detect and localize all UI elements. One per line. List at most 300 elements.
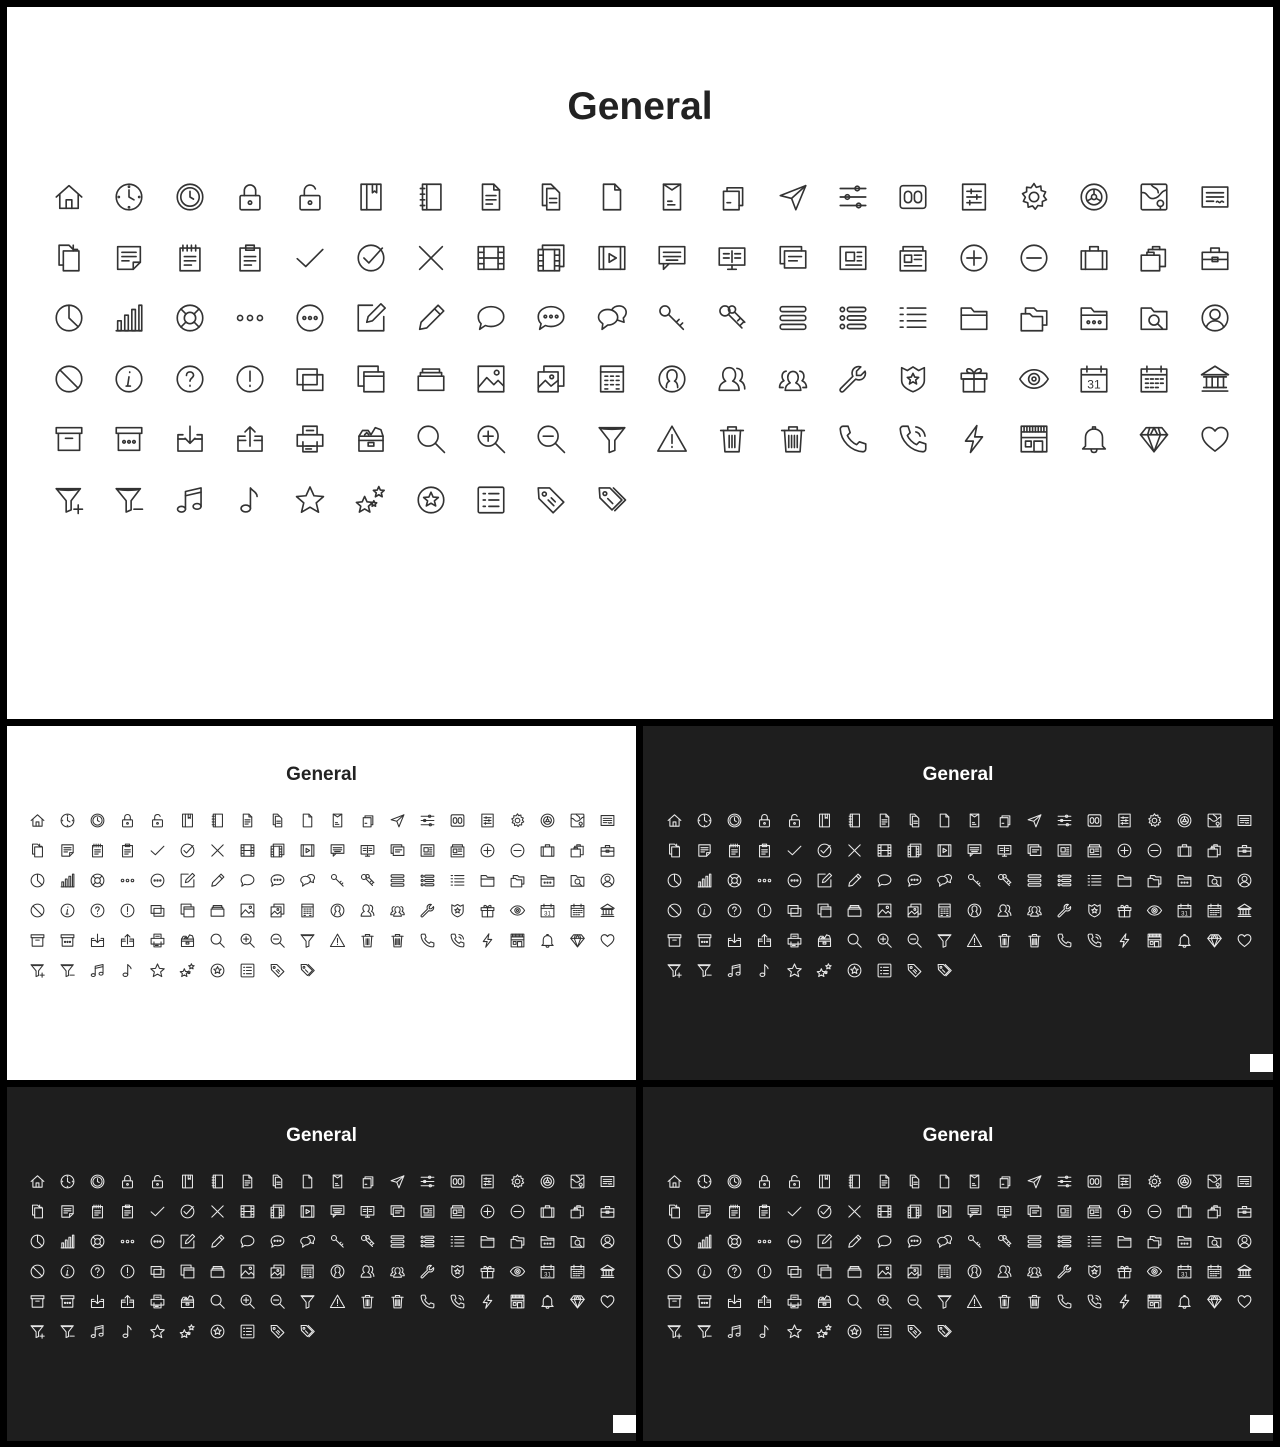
store-icon bbox=[509, 1293, 526, 1310]
gear-icon bbox=[1146, 812, 1163, 829]
conversation-icon bbox=[595, 301, 629, 335]
calendar-day-icon bbox=[1176, 1263, 1193, 1280]
film-stack-icon bbox=[906, 1203, 923, 1220]
funnel-plus-icon bbox=[29, 962, 46, 979]
question-icon bbox=[89, 902, 106, 919]
book-icon bbox=[816, 1173, 833, 1190]
newspaper-icon bbox=[836, 241, 870, 275]
checklist-icon bbox=[876, 962, 893, 979]
home-icon bbox=[52, 180, 86, 214]
watch-icon bbox=[726, 812, 743, 829]
ellipsis-circle-icon bbox=[293, 301, 327, 335]
user-duo-icon bbox=[996, 902, 1013, 919]
home-icon bbox=[666, 1173, 683, 1190]
copy-icon bbox=[359, 1173, 376, 1190]
warning-icon bbox=[966, 932, 983, 949]
home-icon bbox=[29, 812, 46, 829]
clock-icon bbox=[696, 1173, 713, 1190]
map-icon bbox=[569, 1173, 586, 1190]
star-icon bbox=[786, 1323, 803, 1340]
windows-icon bbox=[179, 902, 196, 919]
bar-chart-icon bbox=[696, 872, 713, 889]
edit-icon bbox=[179, 1233, 196, 1250]
forbidden-icon bbox=[29, 1263, 46, 1280]
slides-icon bbox=[389, 1203, 406, 1220]
phone-call-icon bbox=[449, 1293, 466, 1310]
funnel-plus-icon bbox=[666, 962, 683, 979]
toolbox-icon bbox=[1236, 842, 1253, 859]
pie-chart-icon bbox=[29, 1233, 46, 1250]
archive-dots-icon bbox=[696, 932, 713, 949]
blank-page-icon bbox=[299, 1173, 316, 1190]
minus-circle-icon bbox=[509, 842, 526, 859]
heart-icon bbox=[1198, 422, 1232, 456]
envelope-icon bbox=[329, 812, 346, 829]
slide-thumb-light[interactable] bbox=[7, 726, 636, 1080]
windows-icon bbox=[354, 362, 388, 396]
notepad-icon bbox=[726, 842, 743, 859]
menu-icon bbox=[776, 301, 810, 335]
toggle-icon bbox=[449, 812, 466, 829]
ticket-icon bbox=[1236, 1173, 1253, 1190]
trash-icon bbox=[359, 932, 376, 949]
building-icon bbox=[299, 902, 316, 919]
music-notes-icon bbox=[89, 962, 106, 979]
bar-chart-icon bbox=[59, 872, 76, 889]
duplicate-icon bbox=[29, 1203, 46, 1220]
lock-icon bbox=[119, 1173, 136, 1190]
phone-call-icon bbox=[449, 932, 466, 949]
menu-icon bbox=[389, 1233, 406, 1250]
phone-icon bbox=[419, 1293, 436, 1310]
exclamation-icon bbox=[756, 902, 773, 919]
images-icon bbox=[269, 1263, 286, 1280]
slide-thumb-dark-1[interactable] bbox=[643, 726, 1273, 1080]
chat-window-icon bbox=[966, 1203, 983, 1220]
notebook-icon bbox=[414, 180, 448, 214]
bar-chart-icon bbox=[59, 1233, 76, 1250]
phone-icon bbox=[1056, 1293, 1073, 1310]
gift-icon bbox=[1116, 902, 1133, 919]
star-circle-icon bbox=[846, 1323, 863, 1340]
envelope-icon bbox=[329, 1173, 346, 1190]
folders-icon bbox=[1146, 872, 1163, 889]
key-icon bbox=[966, 1233, 983, 1250]
newspaper-icon bbox=[419, 842, 436, 859]
diamond-icon bbox=[569, 1293, 586, 1310]
user-circle-icon bbox=[1236, 1233, 1253, 1250]
badge-icon bbox=[896, 362, 930, 396]
slides-icon bbox=[389, 842, 406, 859]
paper-plane-icon bbox=[389, 1173, 406, 1190]
list-bullets-icon bbox=[419, 1233, 436, 1250]
news-stack-icon bbox=[1086, 842, 1103, 859]
presentation-icon bbox=[996, 1203, 1013, 1220]
key-icon bbox=[329, 872, 346, 889]
stack-icon bbox=[846, 902, 863, 919]
folder-icon bbox=[479, 872, 496, 889]
notebook-icon bbox=[846, 1173, 863, 1190]
gift-icon bbox=[1116, 1263, 1133, 1280]
video-icon bbox=[595, 241, 629, 275]
key-icon bbox=[966, 872, 983, 889]
folder-dots-icon bbox=[1176, 1233, 1193, 1250]
toolbox-icon bbox=[1198, 241, 1232, 275]
bell-icon bbox=[1077, 422, 1111, 456]
bank-icon bbox=[599, 902, 616, 919]
stack-icon bbox=[209, 1263, 226, 1280]
user-circle-icon bbox=[599, 1233, 616, 1250]
duplicate-icon bbox=[29, 842, 46, 859]
trash-full-icon bbox=[776, 422, 810, 456]
store-icon bbox=[1146, 1293, 1163, 1310]
menu-icon bbox=[1026, 872, 1043, 889]
search-icon bbox=[414, 422, 448, 456]
notebook-icon bbox=[846, 812, 863, 829]
user-icon bbox=[966, 902, 983, 919]
phone-call-icon bbox=[1086, 1293, 1103, 1310]
lifebuoy-icon bbox=[726, 1233, 743, 1250]
tag-icon bbox=[906, 1323, 923, 1340]
upload-box-icon bbox=[756, 1293, 773, 1310]
stars-icon bbox=[816, 962, 833, 979]
folder-icon bbox=[957, 301, 991, 335]
pencil-icon bbox=[209, 872, 226, 889]
plus-circle-icon bbox=[479, 842, 496, 859]
archive-icon bbox=[666, 932, 683, 949]
star-circle-icon bbox=[414, 483, 448, 517]
clock-icon bbox=[59, 812, 76, 829]
images-icon bbox=[906, 1263, 923, 1280]
note-icon bbox=[696, 842, 713, 859]
speech-bubble-icon bbox=[876, 872, 893, 889]
note-icon bbox=[59, 842, 76, 859]
pencil-icon bbox=[846, 1233, 863, 1250]
window-icon bbox=[149, 902, 166, 919]
funnel-icon bbox=[936, 1293, 953, 1310]
toggle-icon bbox=[896, 180, 930, 214]
pie-chart-icon bbox=[666, 1233, 683, 1250]
archive-dots-icon bbox=[112, 422, 146, 456]
search-icon bbox=[846, 932, 863, 949]
list-bullets-icon bbox=[836, 301, 870, 335]
tags-icon bbox=[299, 962, 316, 979]
heart-icon bbox=[599, 1293, 616, 1310]
minus-circle-icon bbox=[509, 1203, 526, 1220]
blank-page-icon bbox=[595, 180, 629, 214]
funnel-minus-icon bbox=[112, 483, 146, 517]
info-icon bbox=[59, 902, 76, 919]
slides-icon bbox=[1026, 1203, 1043, 1220]
list-bullets-icon bbox=[419, 872, 436, 889]
forbidden-icon bbox=[666, 902, 683, 919]
watch-icon bbox=[89, 1173, 106, 1190]
user-duo-icon bbox=[715, 362, 749, 396]
stars-icon bbox=[179, 1323, 196, 1340]
music-notes-icon bbox=[726, 962, 743, 979]
printer-icon bbox=[786, 932, 803, 949]
film-stack-icon bbox=[269, 1203, 286, 1220]
printer-icon bbox=[293, 422, 327, 456]
calendar-icon bbox=[1137, 362, 1171, 396]
funnel-plus-icon bbox=[52, 483, 86, 517]
minus-circle-icon bbox=[1146, 842, 1163, 859]
paper-plane-icon bbox=[1026, 812, 1043, 829]
keys-icon bbox=[359, 1233, 376, 1250]
ellipsis-icon bbox=[756, 872, 773, 889]
users-icon bbox=[776, 362, 810, 396]
paper-plane-icon bbox=[389, 812, 406, 829]
lock-icon bbox=[233, 180, 267, 214]
bell-icon bbox=[539, 932, 556, 949]
watch-icon bbox=[173, 180, 207, 214]
printer-icon bbox=[786, 1293, 803, 1310]
film-stack-icon bbox=[534, 241, 568, 275]
tag-icon bbox=[906, 962, 923, 979]
folder-icon bbox=[1116, 1233, 1133, 1250]
menu-icon bbox=[1026, 1233, 1043, 1250]
lifebuoy-icon bbox=[89, 1233, 106, 1250]
bank-icon bbox=[1198, 362, 1232, 396]
check-circle-icon bbox=[816, 842, 833, 859]
slide-thumb-dark-2[interactable] bbox=[7, 1087, 636, 1441]
funnel-minus-icon bbox=[59, 962, 76, 979]
gift-icon bbox=[479, 902, 496, 919]
close-icon bbox=[209, 842, 226, 859]
gift-icon bbox=[479, 1263, 496, 1280]
conversation-icon bbox=[299, 1233, 316, 1250]
documents-icon bbox=[269, 1173, 286, 1190]
sliders-icon bbox=[1056, 812, 1073, 829]
pencil-icon bbox=[414, 301, 448, 335]
funnel-icon bbox=[936, 932, 953, 949]
lock-icon bbox=[119, 812, 136, 829]
notepad-icon bbox=[173, 241, 207, 275]
close-icon bbox=[846, 842, 863, 859]
download-box-icon bbox=[726, 932, 743, 949]
map-icon bbox=[569, 812, 586, 829]
user-circle-icon bbox=[599, 872, 616, 889]
question-icon bbox=[726, 1263, 743, 1280]
lifebuoy-icon bbox=[726, 872, 743, 889]
watch-icon bbox=[89, 812, 106, 829]
suitcase-icon bbox=[1176, 842, 1193, 859]
archive-icon bbox=[29, 932, 46, 949]
info-icon bbox=[112, 362, 146, 396]
slide-thumb-dark-3[interactable] bbox=[643, 1087, 1273, 1441]
eye-icon bbox=[1146, 1263, 1163, 1280]
calendar-icon bbox=[569, 1263, 586, 1280]
archive-dots-icon bbox=[59, 932, 76, 949]
key-icon bbox=[329, 1233, 346, 1250]
chat-dots-icon bbox=[269, 872, 286, 889]
clipboard-icon bbox=[233, 241, 267, 275]
ellipsis-circle-icon bbox=[786, 1233, 803, 1250]
windows-icon bbox=[179, 1263, 196, 1280]
music-notes-icon bbox=[726, 1323, 743, 1340]
printer-icon bbox=[149, 1293, 166, 1310]
folder-search-icon bbox=[1137, 301, 1171, 335]
images-icon bbox=[906, 902, 923, 919]
conversation-icon bbox=[936, 1233, 953, 1250]
stack-icon bbox=[414, 362, 448, 396]
list-icon bbox=[449, 1233, 466, 1250]
folder-search-icon bbox=[569, 1233, 586, 1250]
archive-icon bbox=[52, 422, 86, 456]
phone-icon bbox=[836, 422, 870, 456]
slide-title: General bbox=[922, 1125, 994, 1146]
search-icon bbox=[209, 1293, 226, 1310]
folders-icon bbox=[509, 872, 526, 889]
calendar-day-icon bbox=[539, 1263, 556, 1280]
wrench-icon bbox=[1056, 1263, 1073, 1280]
users-icon bbox=[389, 1263, 406, 1280]
upload-box-icon bbox=[119, 932, 136, 949]
sliders-icon bbox=[836, 180, 870, 214]
ellipsis-icon bbox=[756, 1233, 773, 1250]
zoom-out-icon bbox=[906, 932, 923, 949]
printer-icon bbox=[149, 932, 166, 949]
gift-icon bbox=[957, 362, 991, 396]
star-circle-icon bbox=[209, 1323, 226, 1340]
tag-icon bbox=[269, 962, 286, 979]
users-icon bbox=[389, 902, 406, 919]
box-open-icon bbox=[179, 1293, 196, 1310]
download-box-icon bbox=[726, 1293, 743, 1310]
badge-icon bbox=[449, 902, 466, 919]
note-icon bbox=[59, 1203, 76, 1220]
documents-icon bbox=[906, 812, 923, 829]
pie-chart-icon bbox=[52, 301, 86, 335]
presentation-icon bbox=[359, 1203, 376, 1220]
plus-circle-icon bbox=[957, 241, 991, 275]
pie-chart-icon bbox=[666, 872, 683, 889]
toolbox-icon bbox=[599, 842, 616, 859]
copy-icon bbox=[996, 812, 1013, 829]
edit-icon bbox=[354, 301, 388, 335]
trash-icon bbox=[996, 932, 1013, 949]
presentation-icon bbox=[359, 842, 376, 859]
edit-icon bbox=[816, 1233, 833, 1250]
presentation-icon bbox=[996, 842, 1013, 859]
zoom-in-icon bbox=[239, 932, 256, 949]
checklist-icon bbox=[474, 483, 508, 517]
ellipsis-icon bbox=[119, 1233, 136, 1250]
film-icon bbox=[876, 1203, 893, 1220]
trash-full-icon bbox=[1026, 1293, 1043, 1310]
unlock-icon bbox=[149, 1173, 166, 1190]
minus-circle-icon bbox=[1146, 1203, 1163, 1220]
suitcases-icon bbox=[569, 1203, 586, 1220]
ellipsis-icon bbox=[233, 301, 267, 335]
documents-icon bbox=[534, 180, 568, 214]
unlock-icon bbox=[786, 1173, 803, 1190]
images-icon bbox=[534, 362, 568, 396]
slide-title: General bbox=[922, 764, 994, 785]
archive-dots-icon bbox=[59, 1293, 76, 1310]
folder-search-icon bbox=[1206, 872, 1223, 889]
video-icon bbox=[299, 1203, 316, 1220]
trash-full-icon bbox=[1026, 932, 1043, 949]
lightning-icon bbox=[479, 932, 496, 949]
zoom-in-icon bbox=[876, 932, 893, 949]
suitcase-icon bbox=[1077, 241, 1111, 275]
wrench-icon bbox=[836, 362, 870, 396]
gear-icon bbox=[509, 1173, 526, 1190]
question-icon bbox=[173, 362, 207, 396]
phone-call-icon bbox=[1086, 932, 1103, 949]
users-icon bbox=[1026, 1263, 1043, 1280]
bell-icon bbox=[539, 1293, 556, 1310]
diamond-icon bbox=[569, 932, 586, 949]
stars-icon bbox=[179, 962, 196, 979]
store-icon bbox=[1146, 932, 1163, 949]
folders-icon bbox=[1017, 301, 1051, 335]
calendar-icon bbox=[1206, 902, 1223, 919]
check-circle-icon bbox=[179, 1203, 196, 1220]
note-icon bbox=[696, 1203, 713, 1220]
box-open-icon bbox=[354, 422, 388, 456]
window-icon bbox=[786, 902, 803, 919]
list-icon bbox=[896, 301, 930, 335]
toggle-icon bbox=[449, 1173, 466, 1190]
bar-chart-icon bbox=[112, 301, 146, 335]
envelope-icon bbox=[966, 1173, 983, 1190]
image-icon bbox=[239, 902, 256, 919]
folder-dots-icon bbox=[1077, 301, 1111, 335]
suitcases-icon bbox=[1206, 1203, 1223, 1220]
list-icon bbox=[1086, 872, 1103, 889]
corner-marker bbox=[613, 1415, 636, 1433]
folder-search-icon bbox=[569, 872, 586, 889]
unlock-icon bbox=[786, 812, 803, 829]
newspaper-icon bbox=[419, 1203, 436, 1220]
info-icon bbox=[696, 1263, 713, 1280]
slide-large[interactable] bbox=[7, 7, 1273, 719]
list-icon bbox=[1086, 1233, 1103, 1250]
tags-icon bbox=[936, 1323, 953, 1340]
settings-icon bbox=[539, 1173, 556, 1190]
user-circle-icon bbox=[1236, 872, 1253, 889]
video-icon bbox=[299, 842, 316, 859]
conversation-icon bbox=[299, 872, 316, 889]
chat-window-icon bbox=[329, 1203, 346, 1220]
trash-full-icon bbox=[389, 1293, 406, 1310]
clipboard-icon bbox=[756, 842, 773, 859]
envelope-icon bbox=[966, 812, 983, 829]
clock-icon bbox=[112, 180, 146, 214]
stack-icon bbox=[846, 1263, 863, 1280]
film-stack-icon bbox=[269, 842, 286, 859]
menu-icon bbox=[389, 872, 406, 889]
control-panel-icon bbox=[957, 180, 991, 214]
ellipsis-circle-icon bbox=[149, 872, 166, 889]
control-panel-icon bbox=[479, 812, 496, 829]
speech-bubble-icon bbox=[876, 1233, 893, 1250]
folder-icon bbox=[1116, 872, 1133, 889]
eye-icon bbox=[509, 902, 526, 919]
user-circle-icon bbox=[1198, 301, 1232, 335]
chat-dots-icon bbox=[269, 1233, 286, 1250]
star-icon bbox=[786, 962, 803, 979]
ticket-icon bbox=[1236, 812, 1253, 829]
home-icon bbox=[666, 812, 683, 829]
bank-icon bbox=[1236, 1263, 1253, 1280]
ticket-icon bbox=[1198, 180, 1232, 214]
svg-text:31: 31 bbox=[544, 1271, 552, 1278]
bank-icon bbox=[1236, 902, 1253, 919]
book-icon bbox=[354, 180, 388, 214]
